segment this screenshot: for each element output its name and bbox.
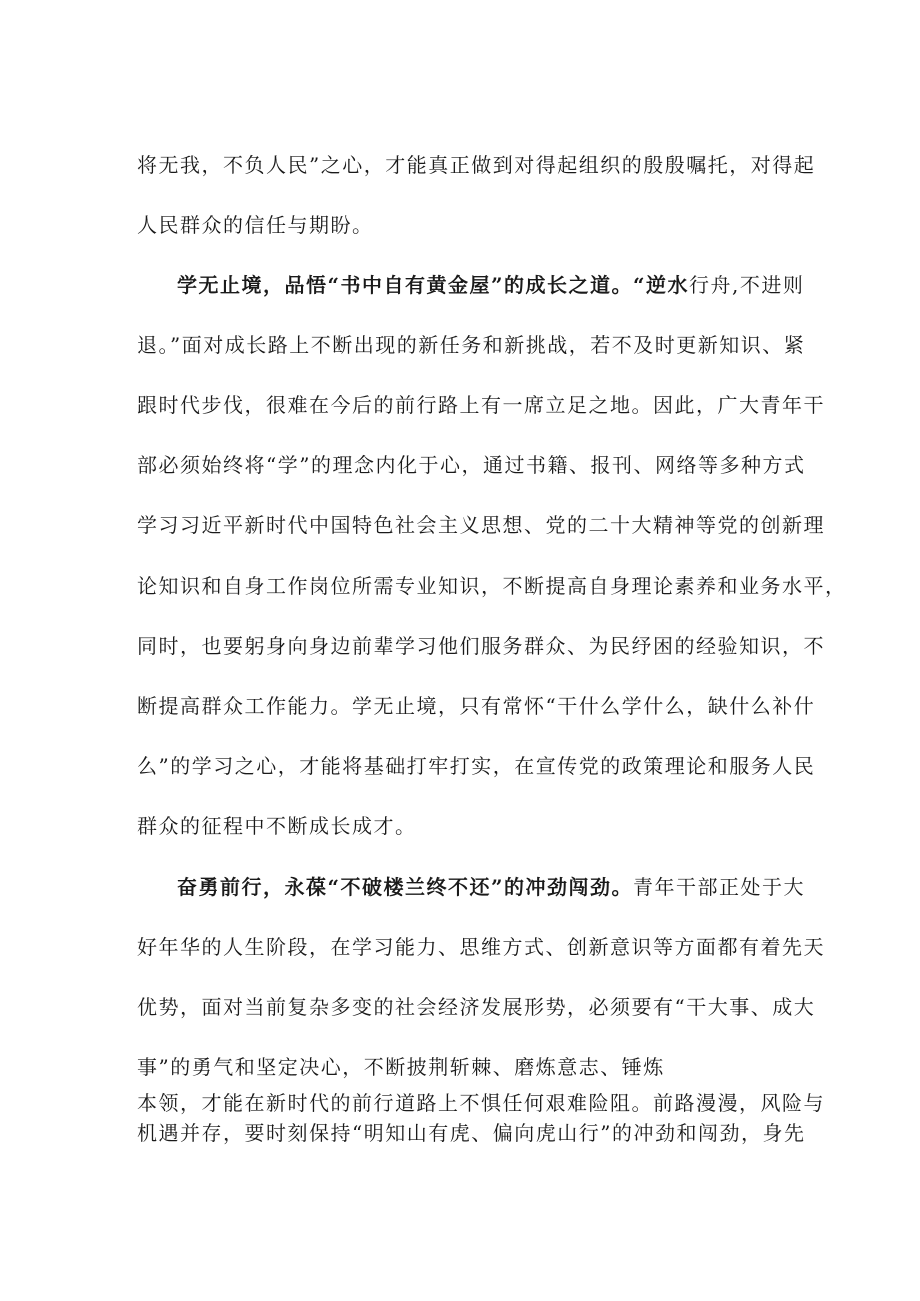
paragraph-2-first-line (177, 273, 804, 297)
paragraph-3-lead-text: 青年干部正处于大 (633, 875, 806, 899)
text-line-3: 退。”面对成长路上不断出现的新任务和新挑战，若不及时更新知识、紧 (137, 333, 806, 357)
text-line-1: 将无我，不负人民”之心，才能真正做到对得起组织的殷殷嘱托，对得起 (137, 153, 816, 177)
text-line-12: 好年华的人生阶段，在学习能力、思维方式、创新意识等方面都有着先天 (137, 935, 825, 959)
text-line-9: 断提高群众工作能力。学无止境，只有常怀“干什么学什么，缺什么补什 (137, 694, 816, 718)
paragraph-2-heading: 学无止境，品悟“书中自有黄金屋”的成长之道。“逆水 (177, 273, 690, 297)
text-line-13: 优势，面对当前复杂多变的社会经济发展形势，必须要有“干大事、成大 (137, 995, 816, 1019)
text-line-4: 跟时代步伐，很难在今后的前行路上有一席立足之地。因此，广大青年干 (137, 393, 825, 417)
text-line-16: 机遇并存，要时刻保持“明知山有虎、偏向虎山行”的冲劲和闯劲，身先 (137, 1121, 806, 1145)
text-line-2: 人民群众的信任与期盼。 (137, 213, 374, 237)
paragraph-3-first-line (177, 875, 805, 899)
text-line-7: 论知识和自身工作岗位所需专业知识，不断提高自身理论素养和业务水平， (137, 574, 847, 598)
text-line-5: 部必须始终将“学”的理念内化于心，通过书籍、报刊、网络等多种方式 (137, 453, 806, 477)
text-line-15: 本领，才能在新时代的前行道路上不惧任何艰难险阻。前路漫漫，风险与 (137, 1091, 825, 1115)
text-line-11: 群众的征程中不断成长成才。 (137, 814, 417, 838)
paragraph-3-heading: 奋勇前行，永葆“不破楼兰终不还”的冲劲闯劲。 (177, 875, 634, 899)
text-line-8: 同时，也要躬身向身边前辈学习他们服务群众、为民纾困的经验知识，不 (137, 634, 825, 658)
text-line-14: 事”的勇气和坚定决心，不断披荆斩棘、磨炼意志、锤炼 (137, 1055, 665, 1079)
paragraph-2-lead-text: 行舟,不进则 (689, 273, 805, 297)
text-line-10: 么”的学习之心，才能将基础打牢打实，在宣传党的政策理论和服务人民 (137, 754, 816, 778)
text-line-6: 学习习近平新时代中国特色社会主义思想、党的二十大精神等党的创新理 (137, 513, 825, 537)
